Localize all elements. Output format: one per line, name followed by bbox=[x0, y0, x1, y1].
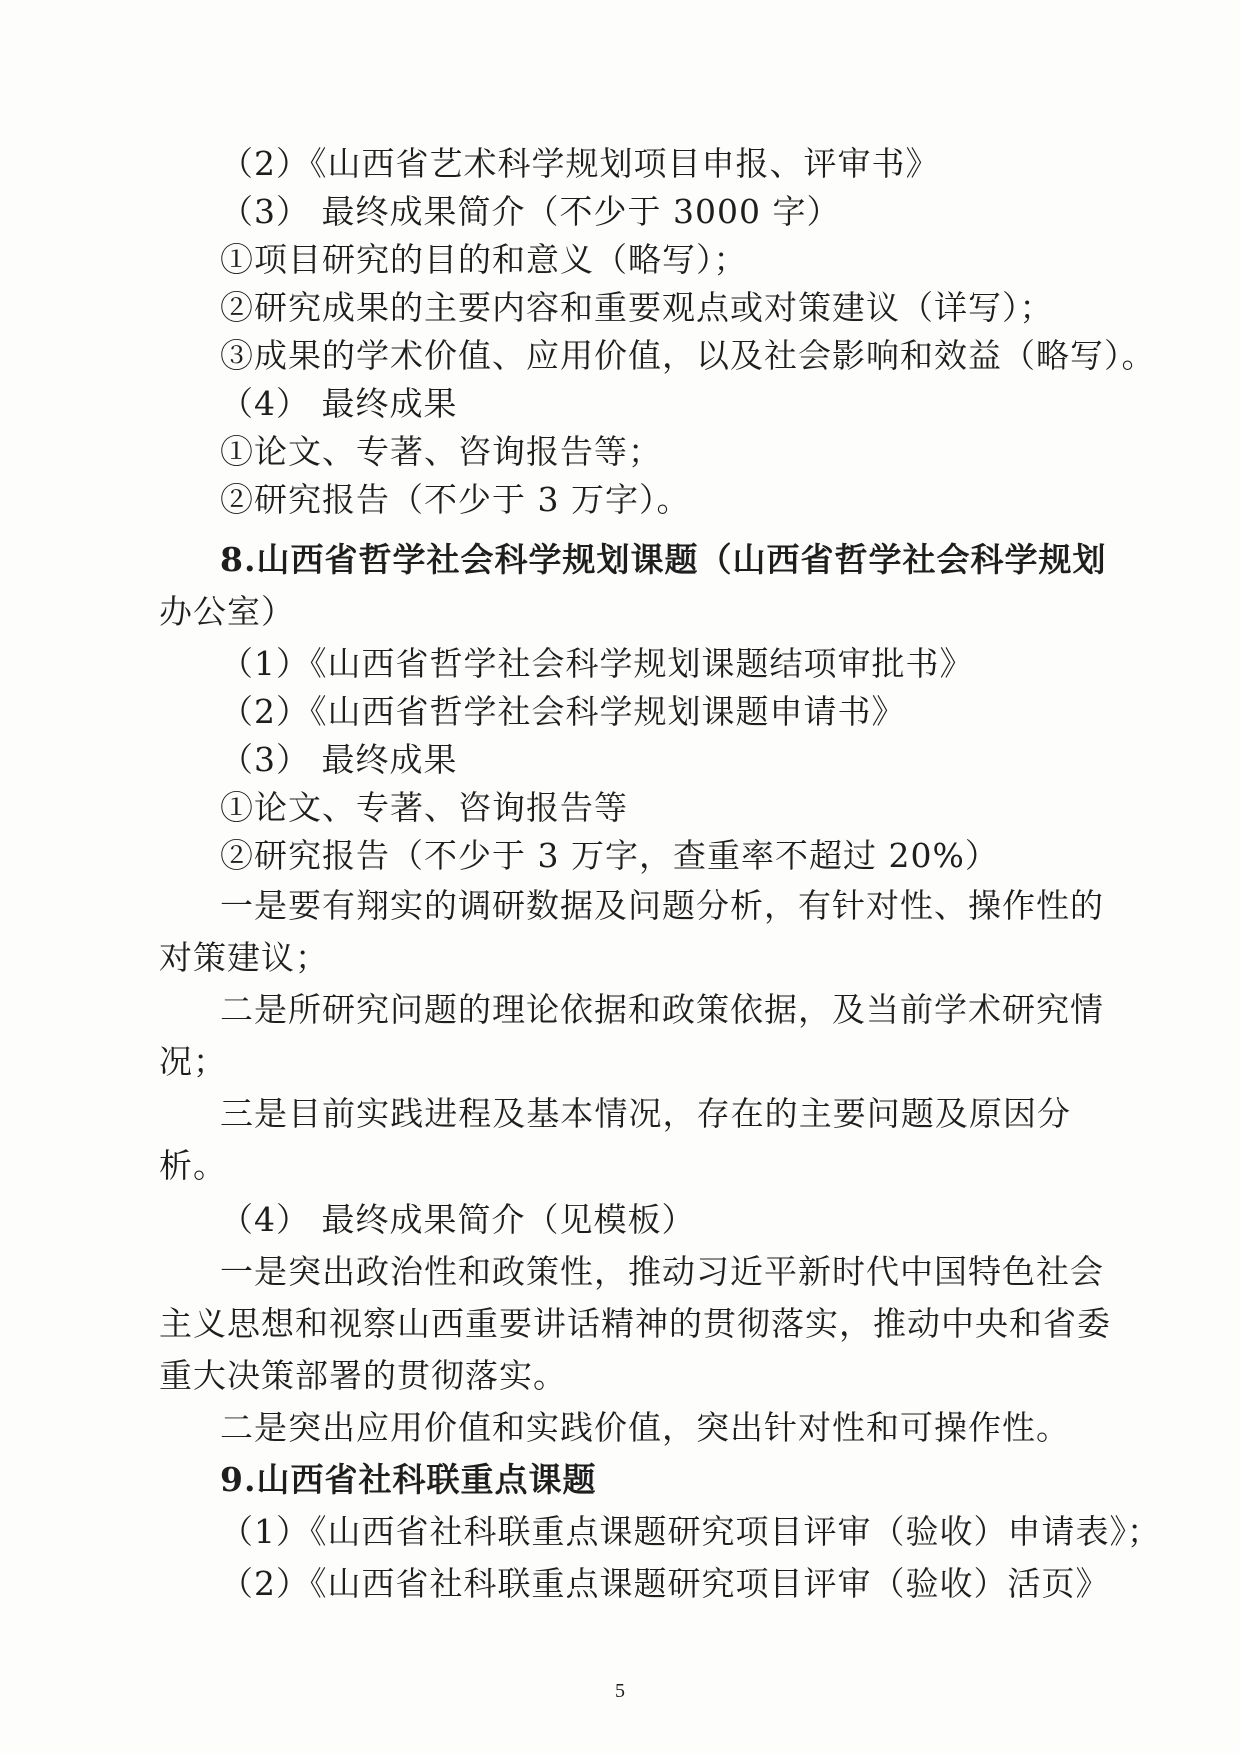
text-line: 一是突出政治性和政策性，推动习近平新时代中国特色社会 bbox=[220, 1252, 1104, 1291]
text-line: 三是目前实践进程及基本情况，存在的主要问题及原因分 bbox=[220, 1094, 1071, 1133]
text-line: （4） 最终成果 bbox=[220, 384, 458, 423]
text-line: 重大决策部署的贯彻落实。 bbox=[159, 1356, 567, 1395]
text-line: （3） 最终成果 bbox=[220, 740, 458, 779]
text-line: ①项目研究的目的和意义（略写）； bbox=[220, 240, 748, 279]
text-line: ②研究报告（不少于 3 万字）。 bbox=[220, 480, 691, 519]
text-line: 办公室） bbox=[159, 592, 295, 631]
text-line: （1）《山西省社科联重点课题研究项目评审（验收）申请表》； bbox=[220, 1512, 1161, 1551]
text-line: （2）《山西省哲学社会科学规划课题申请书》 bbox=[220, 692, 906, 731]
text-line: ①论文、专著、咨询报告等 bbox=[220, 788, 628, 827]
text-line: 况； bbox=[159, 1042, 227, 1081]
text-line: 二是突出应用价值和实践价值，突出针对性和可操作性。 bbox=[220, 1408, 1070, 1447]
text-line: 一是要有翔实的调研数据及问题分析，有针对性、操作性的 bbox=[220, 886, 1104, 925]
text-line: （2）《山西省社科联重点课题研究项目评审（验收）活页》 bbox=[220, 1564, 1110, 1603]
text-line: ②研究报告（不少于 3 万字，查重率不超过 20%） bbox=[220, 836, 999, 875]
text-line: 二是所研究问题的理论依据和政策依据，及当前学术研究情 bbox=[220, 990, 1104, 1029]
text-line: 对策建议； bbox=[159, 938, 329, 977]
text-line: ①论文、专著、咨询报告等； bbox=[220, 432, 662, 471]
text-line: （3） 最终成果简介（不少于 3000 字） bbox=[220, 192, 841, 231]
text-line: ②研究成果的主要内容和重要观点或对策建议（详写）； bbox=[220, 288, 1054, 327]
text-line: ③成果的学术价值、应用价值，以及社会影响和效益（略写）。 bbox=[220, 336, 1156, 375]
text-line: （2）《山西省艺术科学规划项目申报、评审书》 bbox=[220, 144, 940, 183]
section-heading-8: 8.山西省哲学社会科学规划课题（山西省哲学社会科学规划 bbox=[220, 540, 1107, 579]
page-number: 5 bbox=[615, 1680, 625, 1702]
section-heading-9: 9.山西省社科联重点课题 bbox=[220, 1460, 597, 1499]
text-line: 析。 bbox=[159, 1146, 227, 1185]
text-line: （4） 最终成果简介（见模板） bbox=[220, 1200, 696, 1239]
text-line: 主义思想和视察山西重要讲话精神的贯彻落实，推动中央和省委 bbox=[159, 1304, 1111, 1343]
text-line: （1）《山西省哲学社会科学规划课题结项审批书》 bbox=[220, 644, 974, 683]
